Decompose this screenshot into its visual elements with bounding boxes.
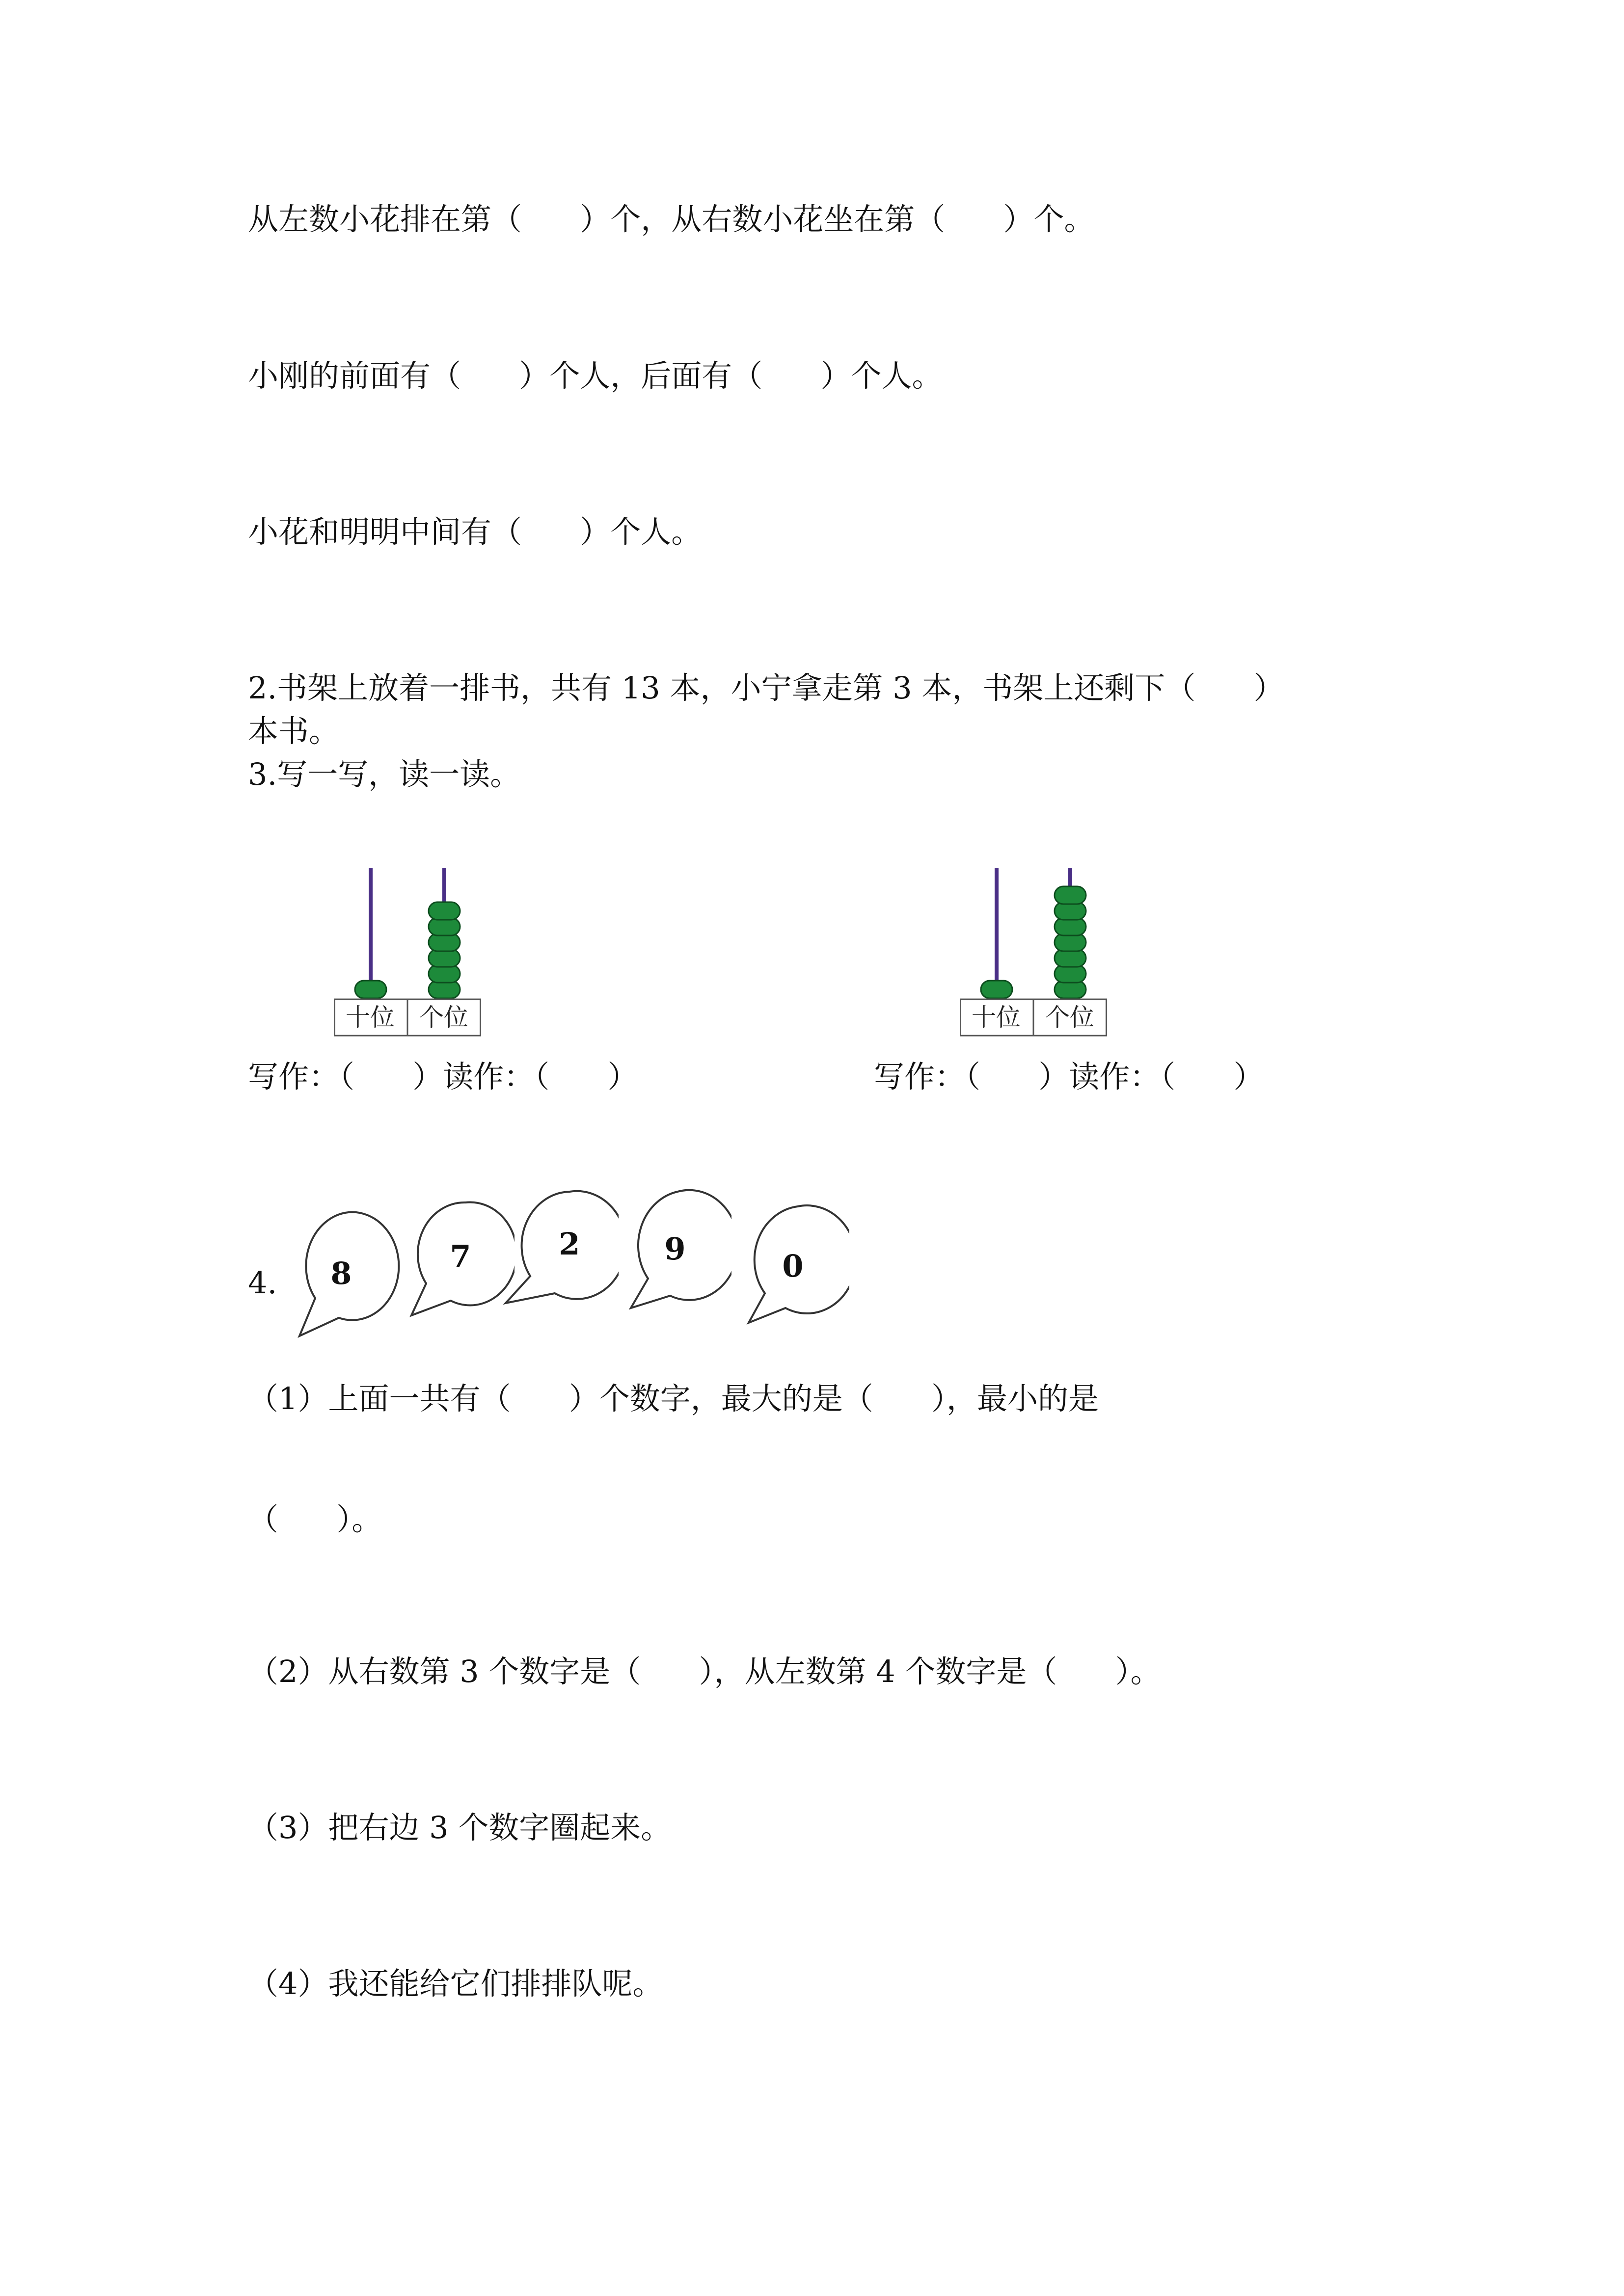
abacus-left-answer: 写作：（ ）读作：（ ） — [248, 1059, 638, 1095]
abacus-right — [960, 868, 1107, 1035]
tens-place-label: 十位 — [346, 1003, 395, 1032]
speech-bubble — [501, 1188, 609, 1330]
question-4-number: 4. — [248, 1265, 277, 1301]
question-3-title: 3.写一写，读一读。 — [248, 756, 521, 792]
tens-place-label: 十位 — [972, 1003, 1021, 1032]
question-1-line-3: 小花和明明中间有（ ）个人。 — [248, 514, 702, 550]
speech-bubble — [295, 1207, 403, 1350]
abacus-right-answer: 写作：（ ）读作：（ ） — [874, 1059, 1264, 1095]
question-4-part-1-line-1: （1）上面一共有（ ）个数字，最大的是（ ），最小的是 — [248, 1381, 1099, 1416]
speech-bubble — [406, 1198, 514, 1340]
speech-bubble — [741, 1202, 849, 1345]
bubble-digit: 8 — [330, 1255, 352, 1291]
question-4-part-4: （4）我还能给它们排排队呢。 — [248, 1966, 663, 2002]
bubble-digit: 2 — [559, 1226, 580, 1262]
question-2-line-2: 本书。 — [248, 713, 340, 749]
abacus-left-tens-bead — [355, 981, 386, 998]
bubble-digit: 9 — [664, 1231, 686, 1267]
bubble-digit: 0 — [782, 1248, 804, 1284]
question-4-part-1-line-2: （ ）。 — [248, 1501, 382, 1537]
abacus-left — [334, 868, 481, 1035]
question-2-line-1: 2.书架上放着一排书，共有 13 本，小宁拿走第 3 本，书架上还剩下（ ） — [248, 670, 1284, 706]
question-4-part-3: （3）把右边 3 个数字圈起来。 — [248, 1810, 672, 1845]
question-4-part-2: （2）从右数第 3 个数字是（ ），从左数第 4 个数字是（ ）。 — [248, 1654, 1161, 1689]
speech-bubble — [623, 1188, 731, 1330]
ones-place-label: 个位 — [1045, 1003, 1094, 1032]
ones-place-label: 个位 — [419, 1003, 468, 1032]
bubble-digit: 7 — [450, 1238, 471, 1274]
abacus-left-ones-beads — [429, 902, 460, 998]
abacus-right-tens-bead — [981, 981, 1012, 998]
abacus-right-ones-beads — [1055, 886, 1086, 998]
question-1-line-2: 小刚的前面有（ ）个人，后面有（ ）个人。 — [248, 358, 943, 394]
question-1-line-1: 从左数小花排在第（ ）个，从右数小花坐在第（ ）个。 — [248, 201, 1095, 237]
